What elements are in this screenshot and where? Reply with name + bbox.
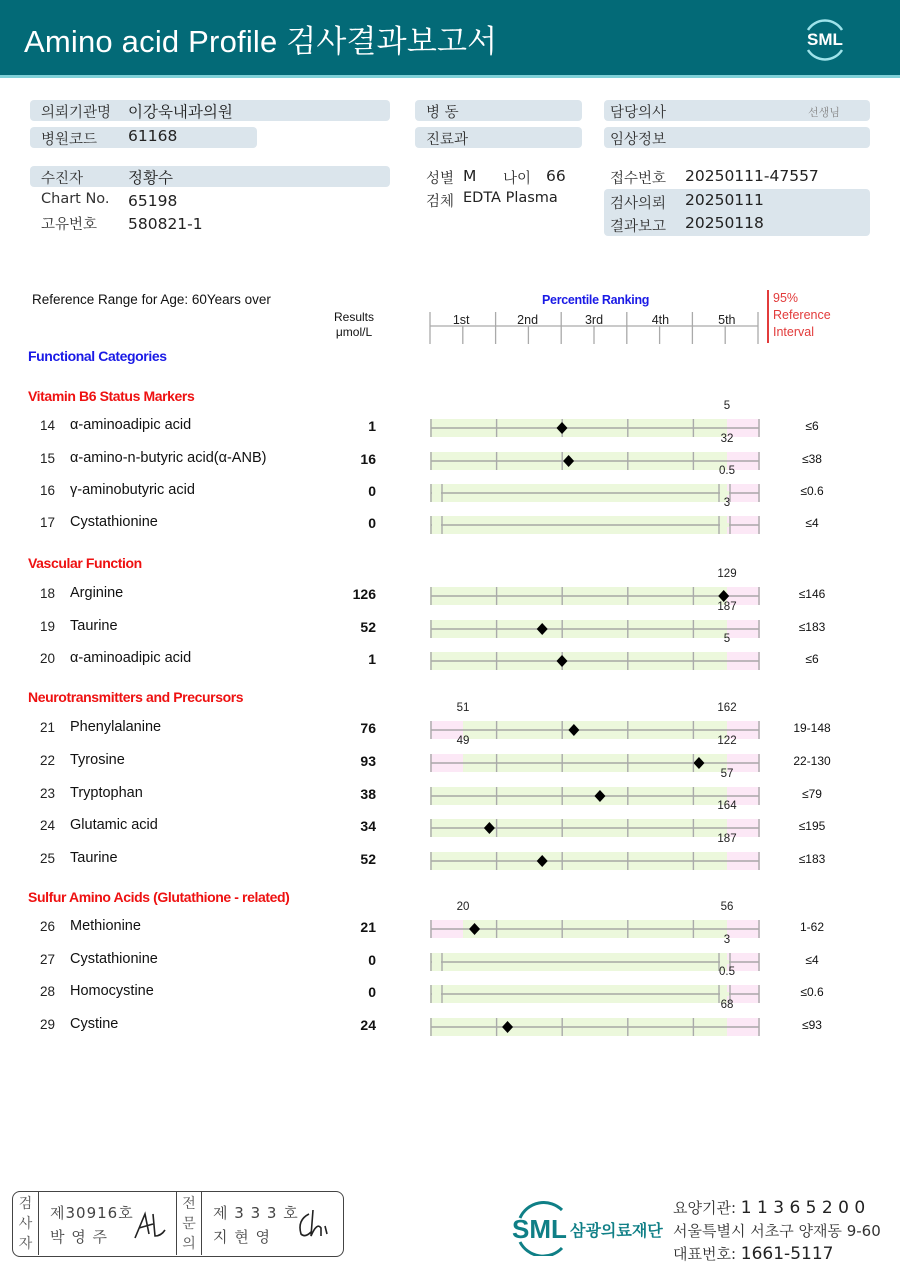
receipt-no-value: 20250111-47557 [685, 167, 819, 185]
upper-limit-label: 3 [723, 497, 731, 509]
institution-label: 의뢰기관명 [41, 105, 112, 121]
row-number: 28 [40, 984, 56, 999]
analyte-name: Homocystine [70, 983, 154, 999]
report-header [0, 0, 900, 78]
percentile-bar [430, 1016, 760, 1036]
address: 서울특별시 서초구 양재동 9-60 [673, 1222, 881, 1240]
reference-value: ≤38 [802, 452, 822, 466]
result-value: 0 [368, 515, 376, 531]
table-row [0, 768, 900, 813]
result-value: 0 [368, 952, 376, 968]
results-header [334, 310, 374, 340]
chart-no-value: 65198 [128, 192, 178, 210]
category-title: Vitamin B6 Status Markers [28, 388, 195, 404]
reference-value: ≤146 [798, 587, 826, 601]
tester-header-text: 검사자 [18, 1196, 33, 1252]
row-number: 20 [40, 651, 56, 666]
table-row [0, 433, 900, 478]
footer-org-name: 삼광의료재단 [570, 1221, 663, 1240]
upper-limit-label: 56 [720, 901, 734, 913]
reference-value: ≤183 [798, 852, 826, 866]
row-number: 25 [40, 851, 56, 866]
ward-label: 병 동 [426, 105, 459, 121]
tester-header [13, 1192, 39, 1255]
receipt-no-label: 접수번호 [610, 171, 667, 187]
reference-value: ≤93 [802, 1018, 822, 1032]
row-number: 26 [40, 919, 56, 934]
row-number: 17 [40, 515, 56, 530]
functional-categories-title: Functional Categories [28, 348, 167, 364]
department-label: 진료과 [426, 132, 469, 148]
phone-line [673, 1243, 881, 1266]
lower-limit-label: 49 [456, 735, 470, 747]
svg-text:SML: SML [807, 30, 843, 49]
result-value: 52 [360, 851, 376, 867]
specialist-license: 제 3 3 3 호 [213, 1204, 299, 1222]
analyte-name: α-aminoadipic acid [70, 650, 192, 666]
upper-limit-label: 187 [717, 601, 737, 613]
percentile-3rd: 3rd [584, 313, 604, 327]
request-date-value: 20250111 [685, 191, 764, 209]
specialist-header [176, 1192, 202, 1255]
percentile-2nd: 2nd [517, 313, 539, 327]
reference-value: 22-130 [793, 754, 831, 768]
analyte-name: Glutamic acid [70, 817, 158, 833]
reference-interval-header [767, 290, 831, 343]
analyte-name: Phenylalanine [70, 719, 162, 735]
table-row [0, 633, 900, 678]
analyte-name: Taurine [70, 850, 118, 866]
specimen-label: 검체 [426, 194, 455, 210]
specialist-header-text: 전문의 [182, 1196, 196, 1252]
analyte-name: Cystathionine [70, 951, 158, 967]
signature-box [12, 1191, 344, 1257]
row-number: 27 [40, 952, 56, 967]
tester-signature-icon [131, 1206, 171, 1242]
percentile-bar [430, 514, 760, 534]
report-date-label: 결과보고 [610, 219, 667, 235]
institution-code-line [673, 1197, 881, 1220]
table-row [0, 601, 900, 646]
percentile-labels [428, 313, 760, 329]
ref-line-2: Reference [773, 308, 831, 322]
unique-no-label: 고유번호 [41, 217, 98, 233]
upper-limit-label: 162 [717, 702, 737, 714]
reference-value: ≤4 [805, 516, 819, 530]
upper-limit-label: 0.5 [719, 465, 735, 477]
phone-label: 대표번호: [673, 1245, 737, 1263]
patient-value: 정황수 [128, 169, 173, 187]
analyte-name: Cystine [70, 1016, 119, 1032]
ref-line-1: 95% [773, 291, 799, 305]
upper-limit-label: 68 [720, 999, 734, 1011]
age-label: 나이 [503, 171, 532, 187]
reference-value: ≤0.6 [800, 484, 824, 498]
percentile-bar [430, 850, 760, 870]
specimen-value: EDTA Plasma [463, 190, 558, 206]
result-value: 93 [360, 753, 376, 769]
reference-value: ≤79 [802, 787, 822, 801]
result-value: 0 [368, 984, 376, 1000]
row-number: 15 [40, 451, 56, 466]
upper-limit-label: 129 [717, 568, 737, 580]
result-value: 76 [360, 720, 376, 736]
table-row [0, 568, 900, 613]
specialist-name: 지 현 영 [213, 1228, 272, 1246]
analyte-name: Cystathionine [70, 514, 158, 530]
doctor-label: 담당의사 [610, 105, 667, 121]
institution-code-label: 요양기관: [673, 1199, 737, 1217]
patient-label: 수진자 [41, 171, 84, 187]
chart-no-label: Chart No. [41, 191, 110, 207]
table-row [0, 800, 900, 845]
analyte-name: Arginine [70, 585, 124, 601]
ref-line-3: Interval [773, 325, 814, 339]
age-value: 66 [546, 167, 566, 185]
row-number: 23 [40, 786, 56, 801]
result-value: 21 [360, 919, 376, 935]
row-number: 16 [40, 483, 56, 498]
row-number: 21 [40, 720, 56, 735]
upper-limit-label: 32 [720, 433, 734, 445]
result-value: 1 [368, 651, 376, 667]
institution-code: 1 1 3 6 5 2 0 0 [740, 1198, 866, 1218]
footer-info [673, 1197, 881, 1266]
table-row [0, 400, 900, 445]
doctor-suffix: 선생님 [808, 106, 840, 119]
svg-text:SML: SML [512, 1214, 567, 1244]
result-value: 0 [368, 483, 376, 499]
phone: 1661-5117 [740, 1244, 834, 1264]
upper-limit-label: 5 [723, 400, 731, 412]
category-title: Sulfur Amino Acids (Glutathione - related) [28, 889, 290, 905]
clinical-info-label: 임상정보 [610, 132, 667, 148]
row-number: 19 [40, 619, 56, 634]
patient-pill [30, 166, 390, 187]
hospital-code-value: 61168 [128, 127, 178, 145]
table-row [0, 966, 900, 1011]
analyte-name: γ-aminobutyric acid [70, 482, 195, 498]
table-row [0, 901, 900, 946]
request-date-label: 검사의뢰 [610, 196, 667, 212]
lower-limit-label: 51 [456, 702, 470, 714]
row-number: 18 [40, 586, 56, 601]
report-date-value: 20250118 [685, 214, 764, 232]
footer-logo [510, 1200, 670, 1260]
result-value: 126 [352, 586, 376, 602]
report-title: Amino acid Profile 검사결과보고서 [24, 24, 498, 59]
reference-value: ≤6 [805, 652, 819, 666]
tester-license: 제30916호 [50, 1204, 134, 1222]
institution-value: 이강욱내과의원 [128, 103, 233, 121]
result-value: 1 [368, 418, 376, 434]
percentile-1st: 1st [452, 313, 470, 327]
table-row [0, 999, 900, 1044]
hospital-code-label: 병원코드 [41, 132, 98, 148]
result-value: 52 [360, 619, 376, 635]
upper-limit-label: 122 [717, 735, 737, 747]
table-row [0, 465, 900, 510]
upper-limit-label: 187 [717, 833, 737, 845]
results-label: Results [334, 310, 375, 324]
percentile-title: Percentile Ranking [542, 293, 650, 307]
result-value: 34 [360, 818, 376, 834]
reference-value: 1-62 [799, 920, 825, 934]
table-row [0, 735, 900, 780]
percentile-bar [430, 650, 760, 670]
result-value: 24 [360, 1017, 376, 1033]
sex-value: M [463, 167, 477, 185]
analyte-name: Taurine [70, 618, 118, 634]
analyte-name: Methionine [70, 918, 141, 934]
upper-limit-label: 0.5 [719, 966, 735, 978]
result-value: 38 [360, 786, 376, 802]
reference-value: ≤0.6 [800, 985, 824, 999]
reference-value: ≤6 [805, 419, 819, 433]
upper-limit-label: 3 [723, 934, 731, 946]
specialist-signature-icon [295, 1206, 335, 1242]
lower-limit-label: 20 [456, 901, 470, 913]
reference-value: ≤195 [798, 819, 826, 833]
category-title: Neurotransmitters and Precursors [28, 689, 244, 705]
analyte-name: Tryptophan [70, 785, 143, 801]
percentile-5th: 5th [718, 313, 736, 327]
row-number: 24 [40, 818, 56, 833]
table-row [0, 497, 900, 542]
table-row [0, 934, 900, 979]
row-number: 14 [40, 418, 56, 433]
analyte-name: α-aminoadipic acid [70, 417, 192, 433]
table-row [0, 833, 900, 878]
upper-limit-label: 164 [717, 800, 737, 812]
analyte-name: Tyrosine [70, 752, 125, 768]
reference-value: ≤4 [805, 953, 819, 967]
reference-value: ≤183 [798, 620, 826, 634]
reference-value: 19-148 [793, 721, 831, 735]
row-number: 22 [40, 753, 56, 768]
upper-limit-label: 57 [720, 768, 734, 780]
reference-range-age: Reference Range for Age: 60Years over [32, 292, 271, 307]
percentile-4th: 4th [651, 313, 670, 327]
sex-label: 성별 [426, 171, 455, 187]
analyte-name: α-amino-n-butyric acid(α-ANB) [70, 450, 267, 466]
units-label: μmol/L [335, 325, 373, 339]
tester-name: 박 영 주 [50, 1228, 109, 1246]
upper-limit-label: 5 [723, 633, 731, 645]
category-title: Vascular Function [28, 555, 142, 571]
result-value: 16 [360, 451, 376, 467]
sml-logo-icon [798, 12, 852, 66]
row-number: 29 [40, 1017, 56, 1032]
unique-no-value: 580821-1 [128, 215, 203, 233]
